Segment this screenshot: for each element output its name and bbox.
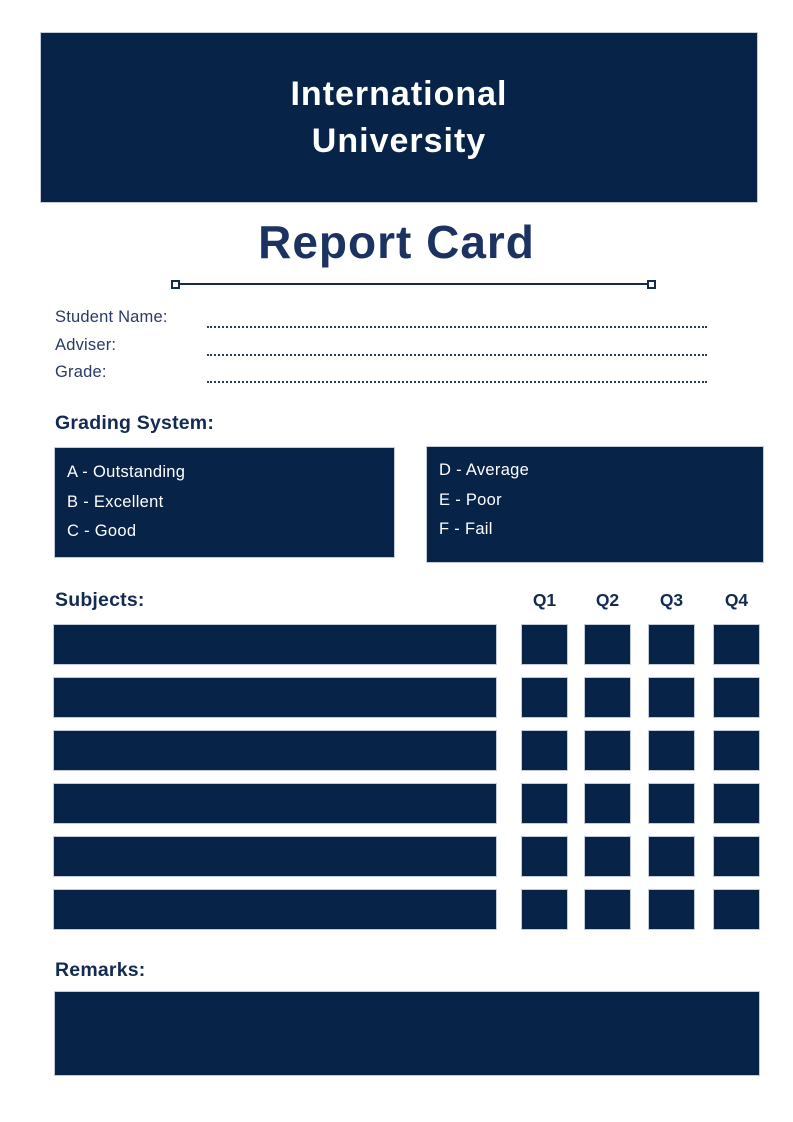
grade-cell-q1[interactable] (521, 730, 568, 771)
grade-cell-q1[interactable] (521, 677, 568, 718)
grade-cell-q1[interactable] (521, 624, 568, 665)
student-name-label: Student Name: (55, 308, 168, 326)
subject-row (0, 730, 793, 771)
grade-cell-q4[interactable] (713, 624, 760, 665)
grade-cell-q4[interactable] (713, 889, 760, 930)
subject-name-cell[interactable] (53, 730, 497, 771)
grade-cell-q1[interactable] (521, 783, 568, 824)
grading-item-c: C - Good (67, 522, 137, 540)
title-divider (172, 280, 655, 289)
divider-endpoint-right-icon (647, 280, 656, 289)
grade-cell-q4[interactable] (713, 730, 760, 771)
subject-name-cell[interactable] (53, 677, 497, 718)
subject-name-cell[interactable] (53, 624, 497, 665)
grade-cell-q2[interactable] (584, 624, 631, 665)
grade-cell-q1[interactable] (521, 889, 568, 930)
divider-line (176, 283, 651, 285)
grade-cell-q2[interactable] (584, 783, 631, 824)
subject-row (0, 677, 793, 718)
grading-legend-left-box (54, 447, 395, 558)
student-name-row (55, 308, 707, 330)
subject-name-cell[interactable] (53, 836, 497, 877)
grade-cell-q3[interactable] (648, 730, 695, 771)
grade-cell-q3[interactable] (648, 889, 695, 930)
adviser-label: Adviser: (55, 336, 117, 354)
grade-cell-q2[interactable] (584, 677, 631, 718)
grading-item-a: A - Outstanding (67, 463, 186, 481)
adviser-row (55, 336, 707, 358)
grade-field[interactable] (207, 363, 707, 383)
subject-row (0, 889, 793, 930)
subject-row (0, 836, 793, 877)
subject-name-cell[interactable] (53, 889, 497, 930)
quarter-header-q4: Q4 (724, 590, 749, 610)
grade-cell-q4[interactable] (713, 783, 760, 824)
subject-name-cell[interactable] (53, 783, 497, 824)
quarter-header-q1: Q1 (532, 590, 557, 610)
page-title: Report Card (258, 216, 535, 268)
university-name (290, 71, 507, 165)
grading-system-heading: Grading System: (55, 412, 215, 434)
grading-item-f: F - Fail (439, 520, 493, 538)
divider-endpoint-left-icon (171, 280, 180, 289)
grading-item-d: D - Average (439, 461, 530, 479)
grade-cell-q2[interactable] (584, 836, 631, 877)
university-name-line2: University (311, 121, 487, 160)
grading-item-b: B - Excellent (67, 492, 164, 511)
grade-label: Grade: (55, 363, 107, 381)
grade-cell-q2[interactable] (584, 889, 631, 930)
grading-legend-right-box (426, 446, 764, 563)
grade-cell-q4[interactable] (713, 836, 760, 877)
subject-row (0, 624, 793, 665)
grade-cell-q3[interactable] (648, 836, 695, 877)
grade-cell-q4[interactable] (713, 677, 760, 718)
adviser-field[interactable] (207, 336, 707, 356)
grading-item-e: E - Poor (439, 490, 502, 509)
university-header-banner (40, 32, 758, 203)
grade-cell-q3[interactable] (648, 783, 695, 824)
grade-cell-q1[interactable] (521, 836, 568, 877)
grade-row (55, 363, 707, 385)
grade-cell-q3[interactable] (648, 677, 695, 718)
quarter-header-q2: Q2 (595, 590, 620, 610)
student-name-field[interactable] (207, 308, 707, 328)
subjects-heading: Subjects: (55, 589, 145, 611)
grade-cell-q3[interactable] (648, 624, 695, 665)
subject-row (0, 783, 793, 824)
quarter-header-q3: Q3 (659, 590, 684, 610)
grade-cell-q2[interactable] (584, 730, 631, 771)
university-name-line1: International (290, 74, 508, 113)
subjects-grid (0, 624, 793, 942)
remarks-input-box[interactable] (54, 991, 760, 1076)
remarks-heading: Remarks: (55, 959, 146, 981)
